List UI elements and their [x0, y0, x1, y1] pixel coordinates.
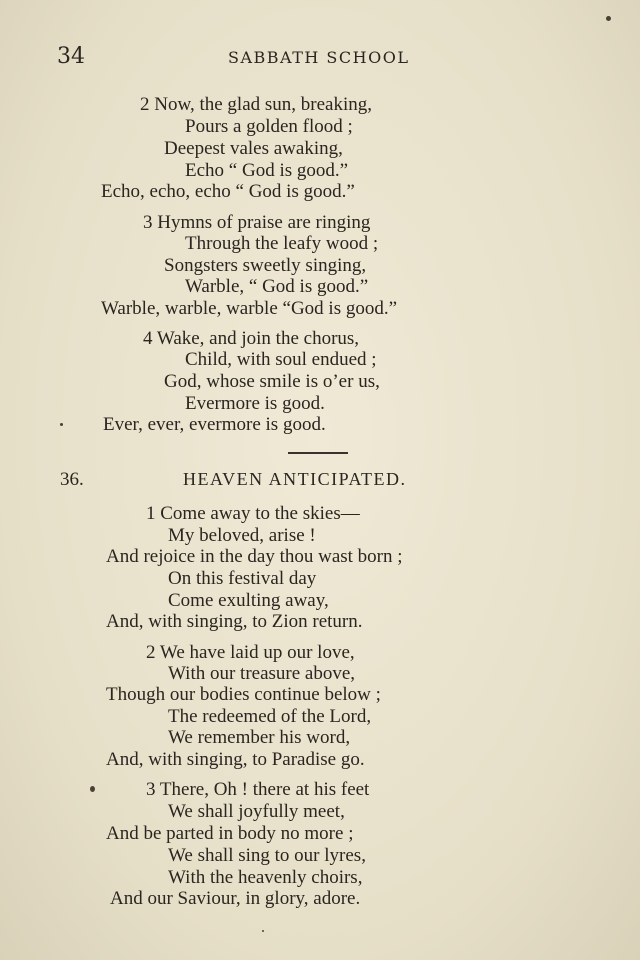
ink-speck [90, 786, 95, 792]
verse-line: We remember his word, [168, 727, 351, 748]
verse-line: 3 There, Oh ! there at his feet [146, 779, 370, 800]
verse-line: With the heavenly choirs, [168, 867, 363, 888]
verse-line: And, with singing, to Paradise go. [106, 749, 365, 770]
running-head: SABBATH SCHOOL [228, 48, 410, 67]
verse-line: Deepest vales awaking, [164, 138, 343, 159]
verse-line: Evermore is good. [185, 393, 325, 414]
verse-line: Songsters sweetly singing, [164, 255, 367, 276]
hymn-number: 36. [60, 469, 84, 490]
page-header [0, 44, 640, 74]
verse-line: Come exulting away, [168, 590, 329, 611]
ink-speck [606, 16, 611, 21]
verse-line: My beloved, arise ! [168, 525, 316, 546]
verse-line: And, with singing, to Zion return. [106, 611, 363, 632]
verse-line: Echo, echo, echo “ God is good.” [101, 181, 355, 202]
verse-line: The redeemed of the Lord, [168, 706, 372, 727]
verse-line: We shall sing to our lyres, [168, 845, 366, 866]
verse-line: Through the leafy wood ; [185, 233, 379, 254]
verse-line: God, whose smile is o’er us, [164, 371, 380, 392]
verse-line: 2 We have laid up our love, [146, 642, 355, 663]
verse-line: And our Saviour, in glory, adore. [110, 888, 361, 909]
page-number: 34 [57, 44, 85, 69]
verse-line: Echo “ God is good.” [185, 160, 349, 181]
verse-line: 4 Wake, and join the chorus, [143, 328, 360, 349]
hymn-title: HEAVEN ANTICIPATED. [183, 469, 407, 489]
section-divider [288, 452, 348, 454]
verse-line: With our treasure above, [168, 663, 356, 684]
verse-line: We shall joyfully meet, [168, 801, 345, 822]
verse-line: 1 Come away to the skies— [146, 503, 360, 524]
verse-line: Ever, ever, evermore is good. [103, 414, 326, 435]
verse-line: Child, with soul endued ; [185, 349, 377, 370]
verse-line: On this festival day [168, 568, 317, 589]
verse-line: Warble, “ God is good.” [185, 276, 369, 297]
verse-line: And rejoice in the day thou wast born ; [106, 546, 403, 567]
verse-line: Though our bodies continue below ; [106, 684, 381, 705]
verse-line: Warble, warble, warble “God is good.” [101, 298, 398, 319]
ink-speck [262, 930, 264, 932]
verse-line: And be parted in body no more ; [106, 823, 354, 844]
verse-line: Pours a golden flood ; [185, 116, 353, 137]
verse-line: 3 Hymns of praise are ringing [143, 212, 371, 233]
verse-line: 2 Now, the glad sun, breaking, [140, 94, 372, 115]
ink-speck [60, 423, 63, 426]
